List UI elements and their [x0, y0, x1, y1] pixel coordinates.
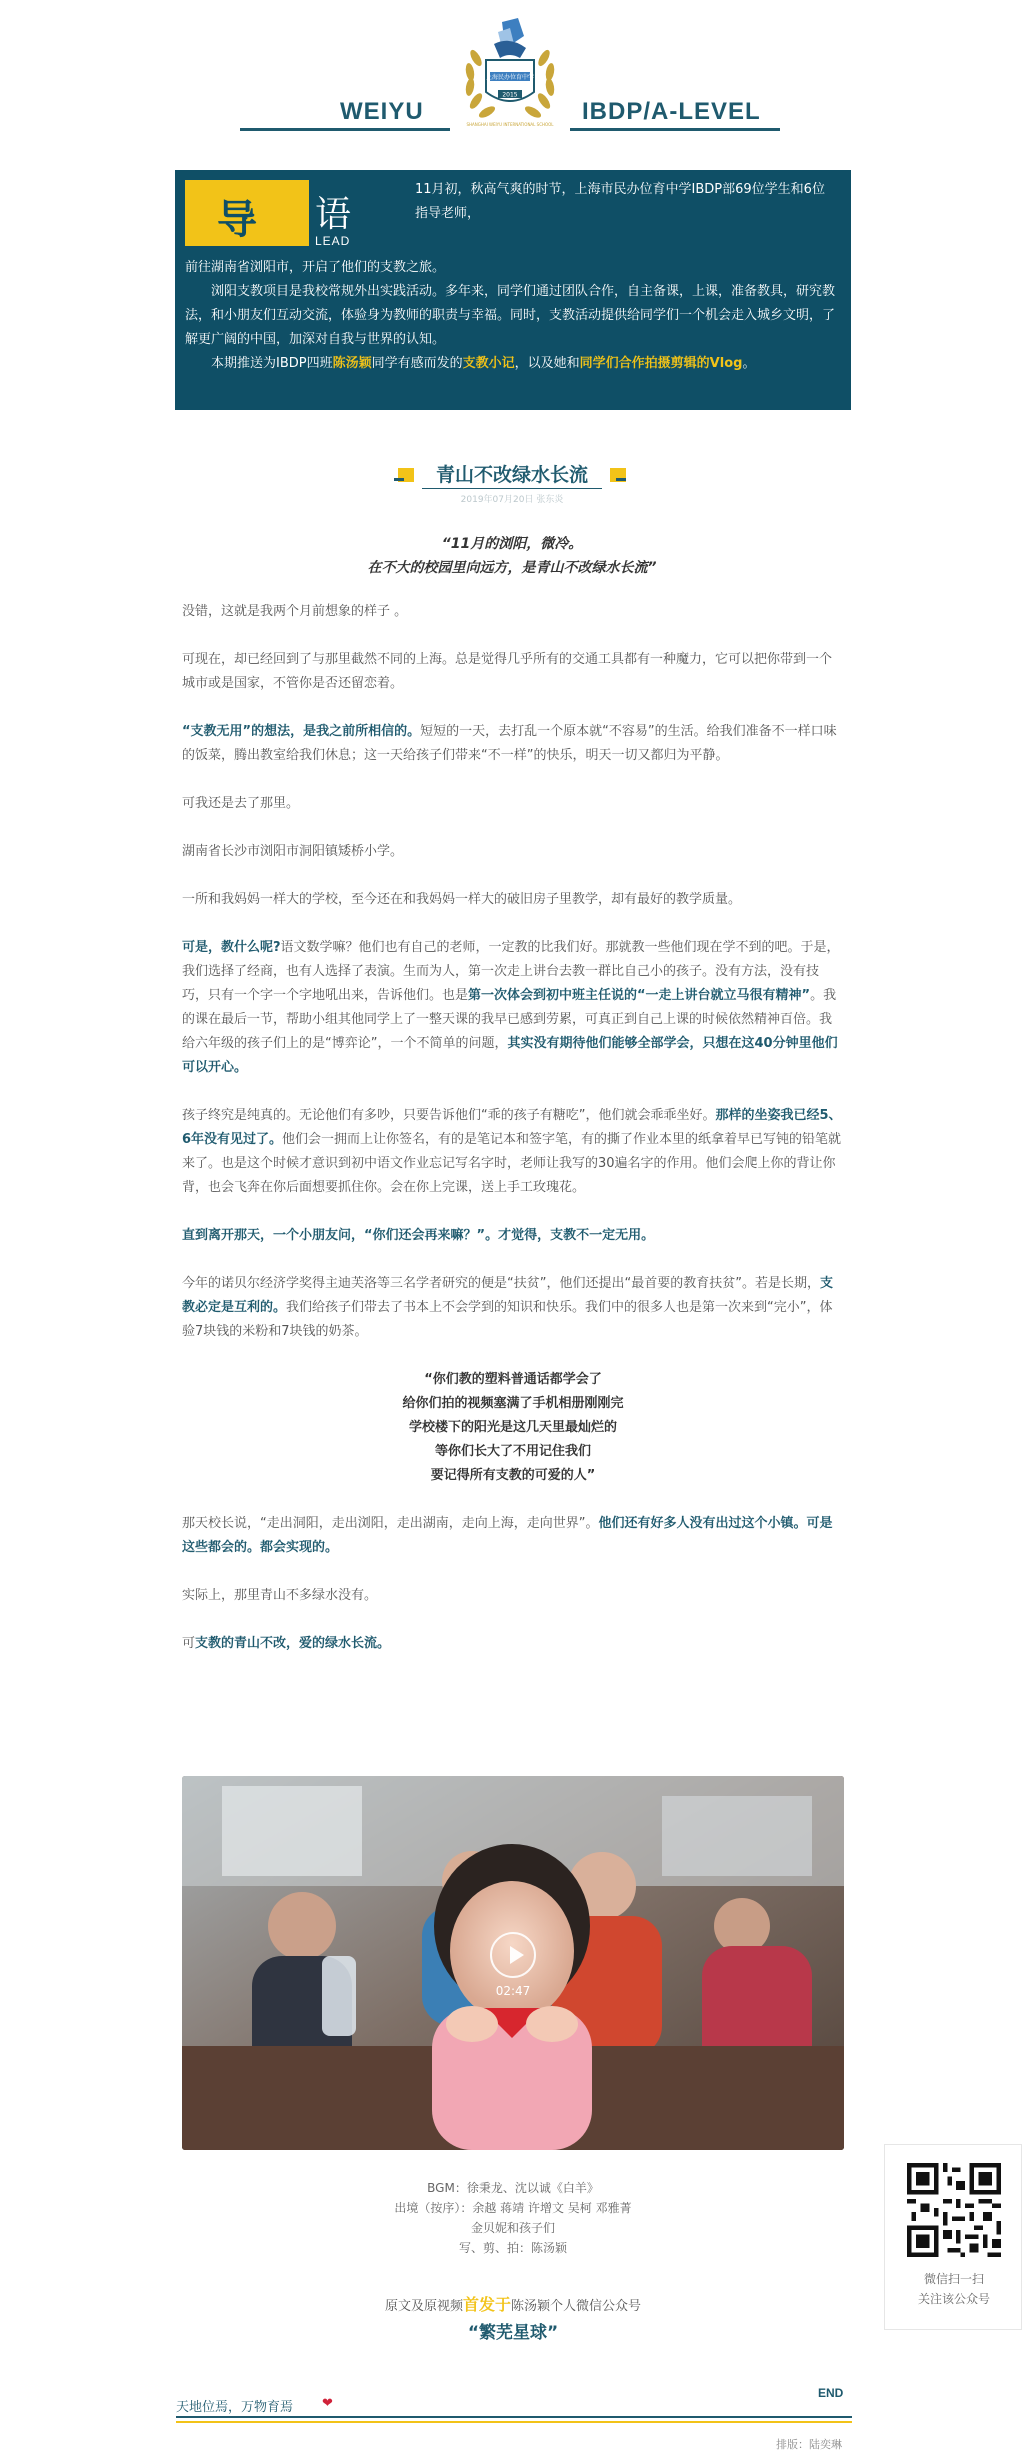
- poem: [182, 1368, 844, 1488]
- highlight-text: 支教的青山不改，爱的绿水长流。: [195, 1636, 391, 1651]
- text: 陈汤颖个人微信公众号: [511, 2299, 642, 2314]
- qr-caption-line: 微信扫一扫: [923, 2272, 984, 2286]
- highlight-text: 可是，教什么呢?: [182, 940, 281, 955]
- lead-badge-char: 导: [217, 196, 257, 243]
- paragraph: 可我还是去了那里。: [182, 796, 300, 811]
- footer-motto: 天地位焉，万物育焉: [176, 2400, 294, 2415]
- play-button[interactable]: [490, 1932, 536, 1978]
- paragraph: 可现在，却已经回到了与那里截然不同的上海。总是觉得几乎所有的交通工具都有一种魔力，它可以把你带到一个城市或是国家，不管你是否还留恋着。: [182, 652, 833, 691]
- quote-line: 在不大的校园里向远方，是青山不改绿水长流”: [367, 560, 657, 576]
- paragraph: [182, 1632, 844, 1656]
- source-note: [182, 2292, 844, 2346]
- paragraph: [182, 1272, 844, 1344]
- lead-title-char: 语: [315, 194, 352, 235]
- text: 那天校长说，“走出洞阳，走出浏阳，走出湖南，走向上海，走向世界”。: [182, 1516, 599, 1531]
- credit-line: 金贝妮和孩子们: [470, 2221, 555, 2235]
- text: 今年的诺贝尔经济学奖得主迪芙洛等三名学者研究的便是“扶贫”，他们还提出“最首要的教育扶贫”。若是长期，: [182, 1276, 820, 1291]
- header-rule-left: [240, 128, 450, 131]
- text: 原文及原视频: [384, 2299, 463, 2314]
- video-player[interactable]: [182, 1776, 844, 2150]
- lead-note-highlight: 支教小记: [462, 356, 515, 371]
- quote-line: “11月的浏阳，微冷。: [441, 536, 583, 552]
- header-weiyu-label: WEIYU: [340, 98, 424, 125]
- paragraph: 一所和我妈妈一样大的学校，至今还在和我妈妈一样大的破旧房子里教学，却有最好的教学质量。: [182, 892, 742, 907]
- paragraph: [182, 1512, 844, 1560]
- lead-text: ，以及她和: [514, 356, 580, 371]
- credit-line: 出境（按序）：余越 蒋靖 许增文 吴柯 邓雅菁: [394, 2201, 632, 2215]
- highlight-text: “支教无用”的想法，是我之前所相信的。: [182, 724, 421, 739]
- paragraph: 湖南省长沙市浏阳市洞阳镇矮桥小学。: [182, 844, 404, 859]
- lead-box: [175, 170, 851, 410]
- qr-follow-card[interactable]: [884, 2144, 1022, 2330]
- play-icon: [510, 1946, 524, 1964]
- lead-paragraph: [185, 352, 841, 376]
- header-program-label: IBDP/A-LEVEL: [582, 98, 761, 125]
- video-duration: 02:47: [495, 1984, 531, 1998]
- paragraph: [182, 720, 844, 768]
- section-title: 青山不改绿水长流: [435, 464, 588, 486]
- paragraph: [182, 936, 844, 1080]
- qr-caption: [885, 2269, 1023, 2309]
- source-first-published: 首发于: [462, 2295, 511, 2314]
- school-logo: [450, 14, 570, 134]
- section-subtitle: 2019年07月20日 张东炎: [460, 495, 564, 505]
- section-title-block: [392, 452, 632, 505]
- highlight-text: 支教必定是互利的。: [182, 1276, 833, 1315]
- paragraph: 没错，这就是我两个月前想象的样子 。: [182, 604, 408, 619]
- article-body: [182, 600, 844, 1680]
- poem-line: 给你们拍的视频塞满了手机相册刚刚完: [402, 1396, 624, 1411]
- section-title-underline: [422, 488, 602, 489]
- poem-line: “你们教的塑料普通话都学会了: [424, 1372, 602, 1387]
- lead-line: 前往湖南省浏阳市，开启了他们的支教之旅。: [185, 260, 446, 275]
- lead-intro: 11月初，秋高气爽的时节，上海市民办位育中学IBDP部69位学生和6位指导老师，: [415, 182, 825, 221]
- lead-vlog-highlight: 同学们合作拍摄剪辑的Vlog: [579, 356, 743, 371]
- text: 可: [182, 1636, 196, 1651]
- source-account-name: “繁芜星球”: [467, 2323, 559, 2343]
- logo-cn-text: 上海民办位育中学: [485, 74, 535, 81]
- paragraph: [182, 1104, 844, 1200]
- highlight-text: 其实没有期待他们能够全部学会，只想在这40分钟里他们可以开心。: [182, 1036, 838, 1075]
- lead-en-label: LEAD: [315, 234, 351, 248]
- video-credits: [182, 2178, 844, 2258]
- lead-author-name: 陈汤颖: [332, 356, 372, 371]
- header: [240, 14, 780, 134]
- poem-line: 学校楼下的阳光是这几天里最灿烂的: [408, 1420, 617, 1435]
- lead-body: [185, 256, 841, 376]
- source-line: [182, 2292, 844, 2320]
- lead-text: 。: [742, 356, 756, 371]
- header-rule-right: [570, 128, 780, 131]
- logo-en-text: SHANGHAI WEIYU INTERNATIONAL SCHOOL: [466, 122, 554, 127]
- text: 孩子终究是纯真的。无论他们有多吵，只要告诉他们“乖的孩子有糖吃”，他们就会乖乖坐好。: [182, 1108, 716, 1123]
- credit-line: BGM：徐秉龙、沈以诚《白羊》: [427, 2181, 599, 2195]
- credit-line: 写、剪、拍：陈汤颖: [458, 2241, 567, 2255]
- lead-text: 本期推送为IBDP四班: [211, 356, 333, 371]
- paragraph-highlight: 直到离开那天，一个小朋友问，“你们还会再来嘛？”。才觉得，支教不一定无用。: [182, 1228, 655, 1243]
- text: 语文数学嘛？他们也有自己的老师，一定教的比我们好。那就教一些他们现在学不到的吧。于是，我们选择了经商，也有人选择了表演。生而为人，第一次走上讲台去教一群比自己小的孩子。没有方法，没有技巧，只有一个字一个字地吼出来，告诉他们。也是: [182, 940, 840, 1003]
- logo-year: 2015: [502, 91, 518, 99]
- qr-code-icon: [907, 2163, 1001, 2257]
- lead-badge: [185, 180, 309, 246]
- footer-editor: 排版：陆奕琳: [776, 2438, 842, 2451]
- poem-line: 要记得所有支教的可爱的人”: [430, 1468, 596, 1483]
- footer-divider-yellow: [176, 2421, 852, 2423]
- highlight-text: 第一次体会到初中班主任说的“一走上讲台就立马很有精神”: [468, 988, 811, 1003]
- paragraph: 实际上，那里青山不多绿水没有。: [182, 1588, 378, 1603]
- poem-line: 等你们长大了不用记住我们: [434, 1444, 591, 1459]
- lead-text: 同学有感而发的: [371, 356, 463, 371]
- text: 他们会一拥而上让你签名，有的是笔记本和签字笔，有的撕了作业本里的纸拿着早已写钝的铅笔就来了。也是这个时候才意识到初中语文作业忘记写名字时，老师让我写的30遍名字的作用。他们会爬上你的背让你背，也会飞奔在你后面想要抓住你。会在你上完课，送上手工玫瑰花。: [182, 1132, 842, 1195]
- footer-divider-navy: [176, 2416, 852, 2418]
- heart-icon: ❤: [322, 2396, 333, 2411]
- opening-quote: [180, 532, 844, 580]
- highlight-text: 那样的坐姿我已经5、6年没有见过了。: [182, 1108, 842, 1147]
- lead-paragraph: 浏阳支教项目是我校常规外出实践活动。多年来，同学们通过团队合作，自主备课，上课，准备教具，研究教法，和小朋友们互动交流，体验身为教师的职责与幸福。同时，支教活动提供给同学们一个机会走入城乡文明，了解更广阔的中国，加深对自我与世界的认知。: [185, 284, 836, 347]
- text: 短短的一天，去打乱一个原本就“不容易”的生活。给我们准备不一样口味的饭菜，腾出教室给我们休息；这一天给孩子们带来“不一样”的快乐，明天一切又都归为平静。: [182, 724, 837, 763]
- text: 我们给孩子们带去了书本上不会学到的知识和快乐。我们中的很多人也是第一次来到“完小”，体验7块钱的米粉和7块钱的奶茶。: [182, 1300, 833, 1339]
- qr-caption-line: 关注该公众号: [917, 2292, 990, 2306]
- footer-end-label: END: [818, 2386, 844, 2400]
- highlight-text: 他们还有好多人没有出过这个小镇。可是这些都会的。都会实现的。: [182, 1516, 833, 1555]
- text: 。我的课在最后一节，帮助小组其他同学上了一整天课的我早已感到劳累，可真正到自己上课的时候依然精神百倍。我给六年级的孩子们上的是“博弈论”，一个不简单的问题，: [182, 988, 837, 1051]
